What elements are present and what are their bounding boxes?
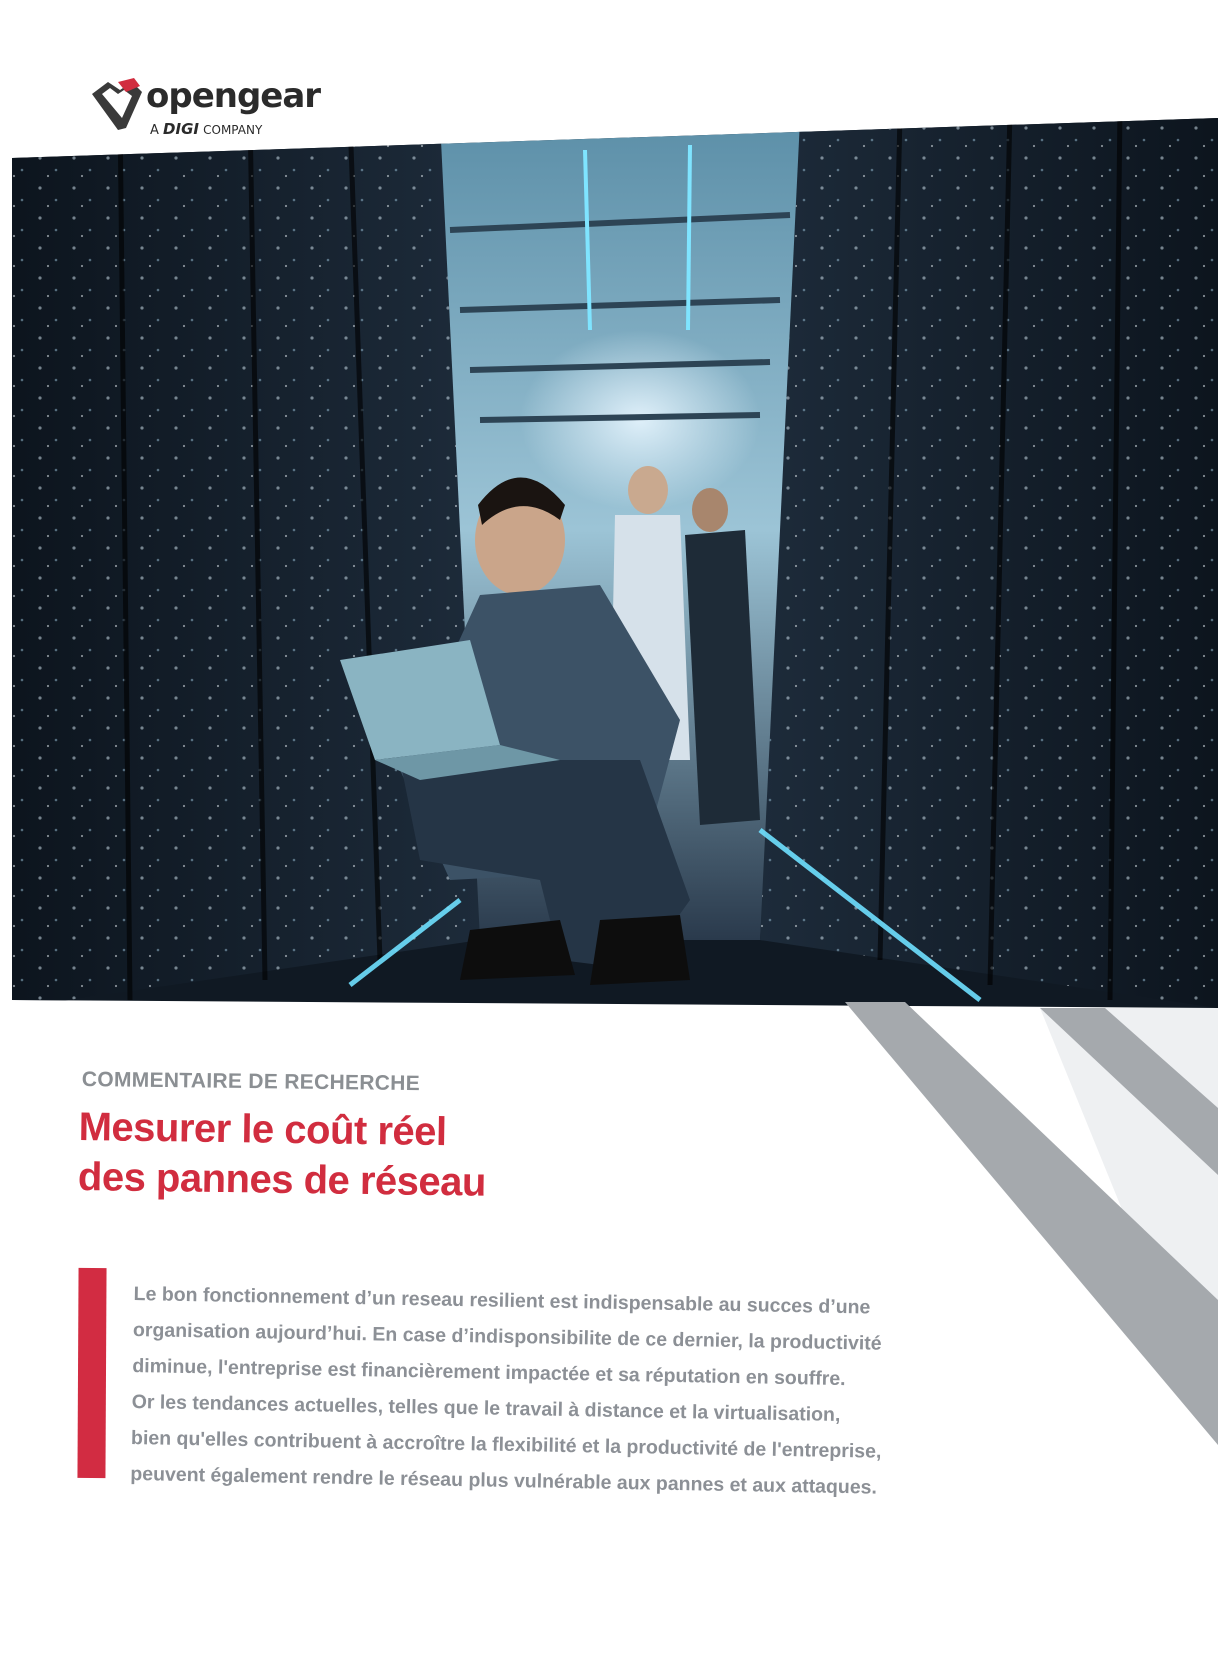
intro-paragraph: [130, 1276, 964, 1507]
document-category: COMMENTAIRE DE RECHERCHE: [81, 1068, 421, 1096]
intro-line: bien qu'elles contribuent à accroître la flexibilité et la productivité de l'entreprise,: [130, 1426, 882, 1463]
document-title: [78, 1102, 487, 1208]
opengear-logo: [88, 76, 328, 142]
brand-name: opengear: [146, 76, 321, 116]
intro-line: diminue, l'entreprise est financièrement impactée et sa réputation en souffre.: [132, 1354, 846, 1391]
opengear-mark-icon: [88, 76, 146, 134]
title-line-1: Mesurer le coût réel: [78, 1104, 447, 1155]
accent-bar: [77, 1268, 106, 1478]
brand-tagline: [150, 120, 262, 138]
brand-sub-brand: DIGI: [163, 120, 199, 138]
intro-line: Or les tendances actuelles, telles que le travail à distance et la virtualisation,: [131, 1390, 841, 1426]
brand-sub-prefix: A: [150, 123, 159, 138]
intro-line: organisation aujourd’hui. En case d’indisponsibilite de ce dernier, la productivité: [132, 1318, 882, 1355]
intro-line: Le bon fonctionnement d’un reseau resilient est indispensable au succes d’une: [133, 1282, 871, 1319]
title-line-2: des pannes de réseau: [77, 1154, 487, 1205]
brand-sub-suffix: COMPANY: [203, 123, 263, 137]
intro-line: peuvent également rendre le réseau plus vulnérable aux pannes et aux attaques.: [130, 1462, 878, 1499]
